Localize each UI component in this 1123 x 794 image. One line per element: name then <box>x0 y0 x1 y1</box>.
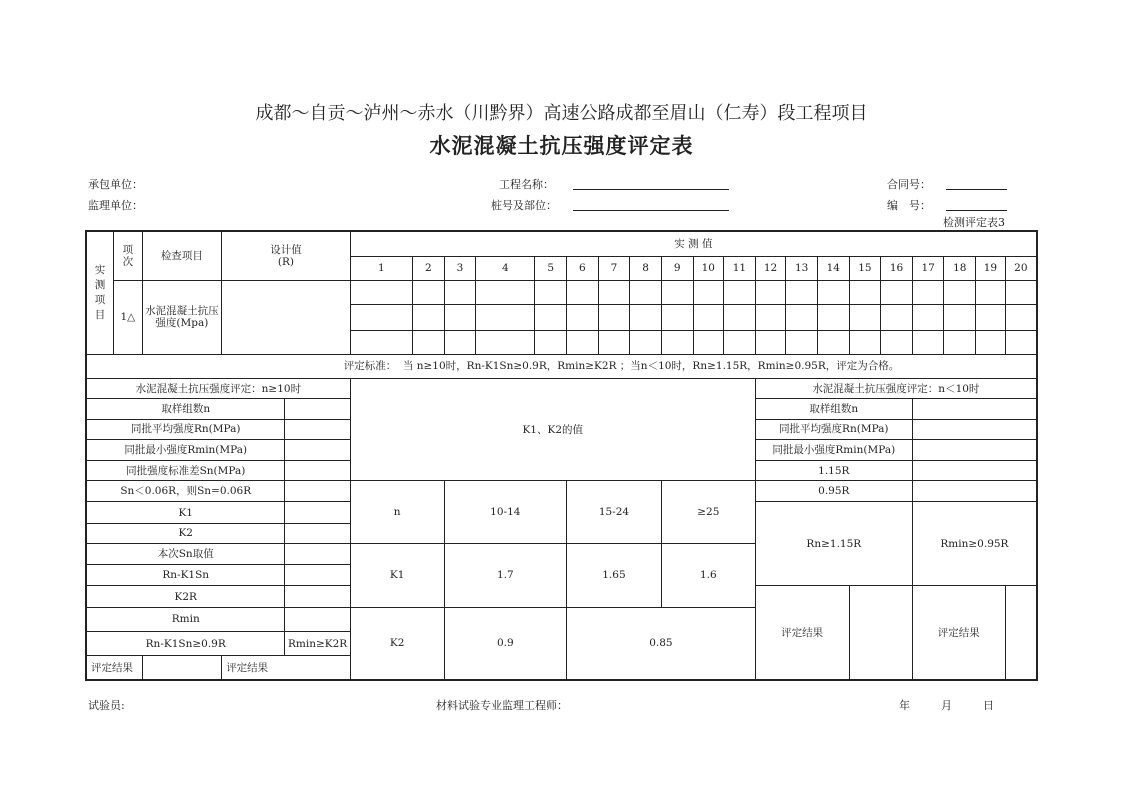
sn-rule-value[interactable] <box>285 481 350 502</box>
k-table-range-3: ≥25 <box>661 481 755 544</box>
value-cell[interactable] <box>944 305 976 330</box>
value-cell[interactable] <box>444 330 476 354</box>
right-095r-label: 0.95R <box>755 481 912 502</box>
criteria-text: 当 n≥10时，Rn-K1Sn≥0.9R，Rmin≥K2R ；当n＜10时，Rn≥1.15R，Rmin≥0.95R，评定为合格。 <box>402 360 900 373</box>
form-title: 水泥混凝土抗压强度评定表 <box>429 133 694 158</box>
value-col-11: 11 <box>724 256 756 280</box>
value-cell[interactable] <box>881 305 913 330</box>
sn-rule-label: Sn＜0.06R，则Sn=0.06R <box>86 481 285 502</box>
right-115r-value[interactable] <box>912 461 1037 481</box>
value-cell[interactable] <box>944 281 976 305</box>
k-table-k2-label: K2 <box>350 607 444 680</box>
value-cell[interactable] <box>693 305 724 330</box>
value-col-13: 13 <box>786 256 818 280</box>
project-name-field[interactable] <box>573 176 729 190</box>
value-cell[interactable] <box>724 330 756 354</box>
k-table-n-label: n <box>350 481 444 544</box>
value-cell[interactable] <box>755 330 786 354</box>
sn-value-cell[interactable] <box>285 543 350 564</box>
engineer-label: 材料试验专业监理工程师： <box>436 699 568 712</box>
criteria-row <box>86 354 1037 378</box>
supervisor-label: 监理单位： <box>88 199 143 212</box>
value-col-18: 18 <box>944 256 976 280</box>
value-cell[interactable] <box>755 305 786 330</box>
value-cell[interactable] <box>476 305 535 330</box>
value-cell[interactable] <box>412 281 444 305</box>
item-no-header: 项 次 <box>114 231 143 281</box>
value-cell[interactable] <box>817 281 849 305</box>
design-value-header: 设计值 (R) <box>222 231 351 281</box>
left-section-title: 水泥混凝土抗压强度评定：n≥10时 <box>86 379 350 399</box>
contract-no-field[interactable] <box>946 176 1007 190</box>
right-result2-value[interactable] <box>1005 586 1037 680</box>
value-cell[interactable] <box>786 281 818 305</box>
right-095r-value[interactable] <box>912 481 1037 502</box>
cond2-label: Rmin≥K2R <box>285 631 350 655</box>
value-cell[interactable] <box>849 281 881 305</box>
left-min-strength-label: 同批最小强度Rmin(MPa) <box>86 439 285 460</box>
left-std-dev-value[interactable] <box>285 461 350 481</box>
k2-value[interactable] <box>285 523 350 543</box>
right-min-strength-value[interactable] <box>912 439 1037 460</box>
value-cell[interactable] <box>350 305 412 330</box>
serial-label: 编 号： <box>887 199 931 212</box>
right-cond2: Rmin≥0.95R <box>912 502 1037 586</box>
right-section-title: 水泥混凝土抗压强度评定：n＜10时 <box>755 379 1037 399</box>
left-std-dev-label: 同批强度标准差Sn(MPa) <box>86 461 285 481</box>
value-col-1: 1 <box>350 256 412 280</box>
value-col-4: 4 <box>476 256 535 280</box>
left-result1-label: 评定结果 <box>86 656 142 680</box>
value-cell[interactable] <box>1005 305 1037 330</box>
value-cell[interactable] <box>976 281 1006 305</box>
value-cell[interactable] <box>661 281 693 305</box>
value-cell[interactable] <box>598 330 630 354</box>
value-col-9: 9 <box>661 256 693 280</box>
value-col-17: 17 <box>912 256 944 280</box>
value-col-5: 5 <box>535 256 567 280</box>
value-cell[interactable] <box>476 330 535 354</box>
value-cell[interactable] <box>724 305 756 330</box>
right-sample-groups-value[interactable] <box>912 399 1037 419</box>
station-label: 桩号及部位： <box>491 199 557 212</box>
year-label: 年 <box>899 699 910 712</box>
k1-value[interactable] <box>285 502 350 523</box>
left-avg-strength-value[interactable] <box>285 419 350 439</box>
value-cell[interactable] <box>412 305 444 330</box>
value-col-8: 8 <box>630 256 662 280</box>
cond1-label: Rn-K1Sn≥0.9R <box>86 631 285 655</box>
value-cell[interactable] <box>476 281 535 305</box>
k-values-title: K1、K2的值 <box>350 379 755 481</box>
item-name: 水泥混凝土抗压强度(Mpa) <box>142 281 222 355</box>
k2-label: K2 <box>86 523 285 543</box>
contractor-label: 承包单位： <box>88 178 143 191</box>
k-table-k1-value-1: 1.7 <box>444 543 566 607</box>
right-result2-label: 评定结果 <box>912 586 1005 680</box>
form-code: 检测评定表3 <box>943 216 1005 229</box>
left-result2-label: 评定结果 <box>222 656 351 680</box>
k-table-range-2: 15-24 <box>567 481 662 544</box>
value-cell[interactable] <box>976 330 1006 354</box>
left-min-strength-value[interactable] <box>285 439 350 460</box>
k2r-label: K2R <box>86 586 285 607</box>
measured-item-header: 实 测 项 目 <box>86 231 114 354</box>
measured-values-header: 实 测 值 <box>350 231 1037 256</box>
value-cell[interactable] <box>881 281 913 305</box>
right-sample-groups-label: 取样组数n <box>755 399 912 419</box>
right-cond1: Rn≥1.15R <box>755 502 912 586</box>
right-115r-label: 1.15R <box>755 461 912 481</box>
value-cell[interactable] <box>535 305 567 330</box>
value-cell[interactable] <box>661 330 693 354</box>
k1-label: K1 <box>86 502 285 523</box>
value-cell[interactable] <box>693 281 724 305</box>
value-cell[interactable] <box>444 281 476 305</box>
value-col-7: 7 <box>598 256 630 280</box>
value-cell[interactable] <box>412 330 444 354</box>
design-value-cell[interactable] <box>222 281 351 355</box>
value-col-19: 19 <box>976 256 1006 280</box>
rn-k1sn-value[interactable] <box>285 565 350 586</box>
k-table-k1-value-3: 1.6 <box>661 543 755 607</box>
value-cell[interactable] <box>1005 281 1037 305</box>
right-min-strength-label: 同批最小强度Rmin(MPa) <box>755 439 912 460</box>
value-cell[interactable] <box>630 281 662 305</box>
value-cell[interactable] <box>350 330 412 354</box>
k-table-k2-value-2: 0.85 <box>567 607 756 680</box>
value-col-15: 15 <box>849 256 881 280</box>
item-no: 1△ <box>114 281 143 355</box>
value-cell[interactable] <box>598 305 630 330</box>
value-cell[interactable] <box>881 330 913 354</box>
right-avg-strength-label: 同批平均强度Rn(MPa) <box>755 419 912 439</box>
value-cell[interactable] <box>567 305 599 330</box>
sn-value-label: 本次Sn取值 <box>86 543 285 564</box>
value-row-1 <box>86 281 1037 305</box>
value-cell[interactable] <box>567 330 599 354</box>
right-result1-label: 评定结果 <box>755 586 849 680</box>
value-cell[interactable] <box>786 330 818 354</box>
left-sample-groups-label: 取样组数n <box>86 399 285 419</box>
serial-field[interactable] <box>946 197 1007 211</box>
criteria-label: 评定标准： <box>343 360 397 373</box>
value-cell[interactable] <box>912 281 944 305</box>
value-col-10: 10 <box>693 256 724 280</box>
value-cell[interactable] <box>976 305 1006 330</box>
value-cell[interactable] <box>755 281 786 305</box>
k-table-k1-value-2: 1.65 <box>567 543 662 607</box>
value-cell[interactable] <box>786 305 818 330</box>
value-col-3: 3 <box>444 256 476 280</box>
left-avg-strength-label: 同批平均强度Rn(MPa) <box>86 419 285 439</box>
value-cell[interactable] <box>598 281 630 305</box>
contract-no-label: 合同号： <box>887 178 931 191</box>
criteria-cell <box>86 354 1037 378</box>
value-cell[interactable] <box>817 330 849 354</box>
project-name-label: 工程名称： <box>499 178 554 191</box>
value-cell[interactable] <box>1005 330 1037 354</box>
k2r-value[interactable] <box>285 586 350 607</box>
value-col-12: 12 <box>755 256 786 280</box>
value-cell[interactable] <box>535 330 567 354</box>
value-cell[interactable] <box>912 305 944 330</box>
value-cell[interactable] <box>693 330 724 354</box>
day-label: 日 <box>983 699 994 712</box>
value-col-16: 16 <box>881 256 913 280</box>
value-col-6: 6 <box>567 256 599 280</box>
month-label: 月 <box>941 699 952 712</box>
k-table-range-1: 10-14 <box>444 481 566 544</box>
k-table-k1-label: K1 <box>350 543 444 607</box>
value-col-20: 20 <box>1005 256 1037 280</box>
value-cell[interactable] <box>724 281 756 305</box>
value-cell[interactable] <box>817 305 849 330</box>
value-cell[interactable] <box>661 305 693 330</box>
rmin-label: Rmin <box>86 607 285 631</box>
project-subtitle: 成都～自贡～泸州～赤水（川黔界）高速公路成都至眉山（仁寿）段工程项目 <box>255 103 868 124</box>
evaluation-table <box>85 230 1038 681</box>
value-cell[interactable] <box>567 281 599 305</box>
value-cell[interactable] <box>630 305 662 330</box>
rn-k1sn-label: Rn-K1Sn <box>86 565 285 586</box>
value-col-14: 14 <box>817 256 849 280</box>
check-item-header: 检查项目 <box>142 231 222 281</box>
rmin-value[interactable] <box>285 607 350 631</box>
right-result1-value[interactable] <box>849 586 912 680</box>
k-table-k2-value-1: 0.9 <box>444 607 566 680</box>
station-field[interactable] <box>573 197 729 211</box>
value-cell[interactable] <box>944 330 976 354</box>
left-sample-groups-value[interactable] <box>285 399 350 419</box>
value-cell[interactable] <box>912 330 944 354</box>
value-cell[interactable] <box>630 330 662 354</box>
right-avg-strength-value[interactable] <box>912 419 1037 439</box>
value-col-2: 2 <box>412 256 444 280</box>
value-cell[interactable] <box>849 330 881 354</box>
value-cell[interactable] <box>350 281 412 305</box>
tester-label: 试验员: <box>88 699 125 712</box>
left-result1-value[interactable] <box>142 656 222 680</box>
value-cell[interactable] <box>535 281 567 305</box>
value-cell[interactable] <box>444 305 476 330</box>
value-cell[interactable] <box>849 305 881 330</box>
